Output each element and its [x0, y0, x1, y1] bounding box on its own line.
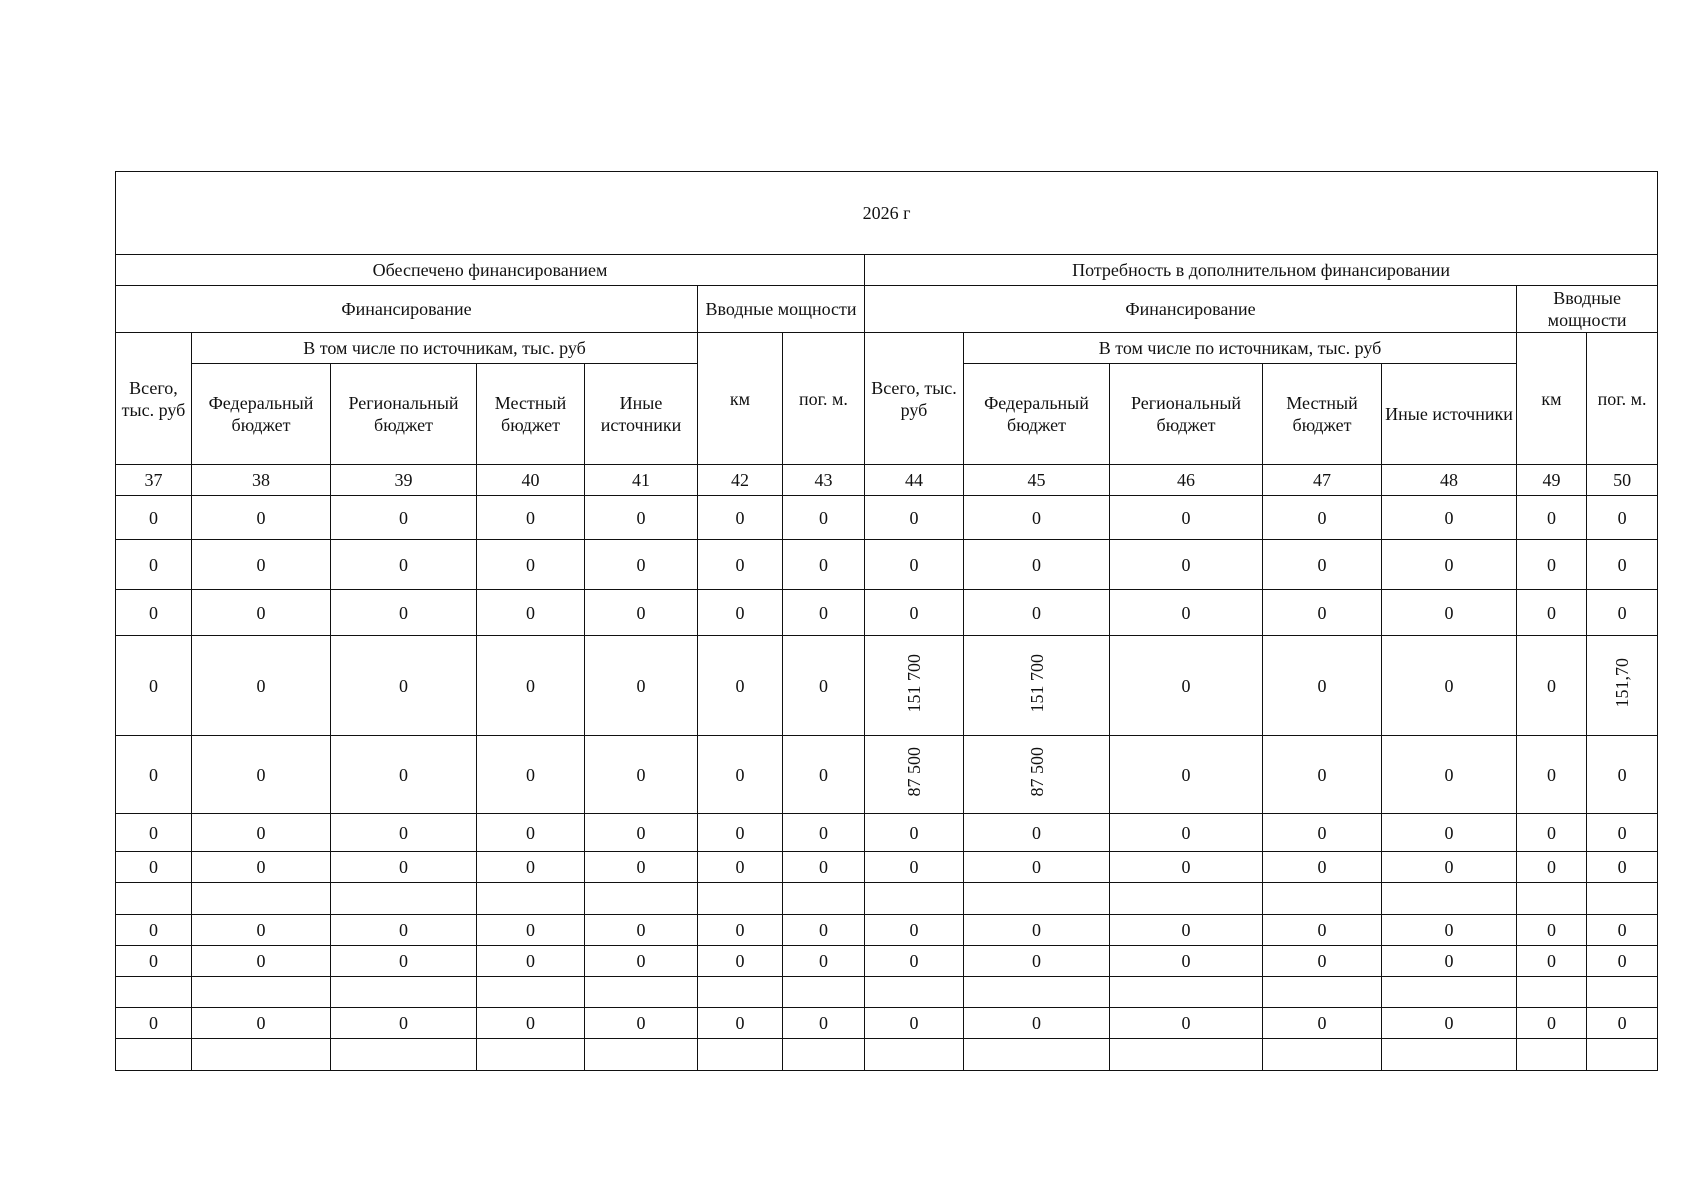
table-cell: 0 [331, 636, 477, 736]
left-local-header: Местный бюджет [477, 364, 585, 465]
table-cell [783, 1039, 865, 1071]
table-cell: 0 [116, 852, 192, 883]
table-cell: 0 [1263, 852, 1382, 883]
table-cell [192, 883, 331, 915]
vertical-value: 151 700 [904, 653, 924, 713]
table-cell [698, 977, 783, 1008]
table-cell: 0 [1110, 540, 1263, 590]
column-number-cell: 42 [698, 465, 783, 496]
vertical-value: 151 700 [1026, 653, 1047, 713]
right-other-header: Иные источники [1382, 364, 1517, 465]
table-cell: 0 [1382, 736, 1517, 814]
table-cell [585, 1039, 698, 1071]
left-sources-header: В том числе по источникам, тыс. руб [192, 333, 698, 364]
column-number-row [116, 465, 1658, 496]
column-number-cell: 47 [1263, 465, 1382, 496]
table-cell [865, 977, 964, 1008]
table-cell [698, 883, 783, 915]
table-cell [865, 736, 964, 814]
table-cell: 0 [698, 852, 783, 883]
table-cell [865, 1039, 964, 1071]
table-cell: 0 [477, 636, 585, 736]
table-cell: 0 [783, 1008, 865, 1039]
right-total-header: Всего, тыс. руб [865, 333, 964, 465]
table-cell: 0 [192, 636, 331, 736]
table-cell: 0 [1587, 915, 1658, 946]
table-cell: 0 [1382, 852, 1517, 883]
table-cell [192, 1039, 331, 1071]
table-cell: 0 [964, 946, 1110, 977]
table-row [116, 852, 1658, 883]
table-cell: 0 [1517, 496, 1587, 540]
table-cell: 0 [116, 915, 192, 946]
table-cell: 0 [477, 496, 585, 540]
left-other-header: Иные источники [585, 364, 698, 465]
table-cell: 0 [865, 590, 964, 636]
table-cell [865, 636, 964, 736]
table-cell: 0 [783, 636, 865, 736]
table-cell [116, 883, 192, 915]
table-cell [1587, 883, 1658, 915]
table-cell [964, 1039, 1110, 1071]
financing-table [115, 171, 1658, 1071]
table-cell: 0 [1587, 814, 1658, 852]
table-cell: 0 [1263, 1008, 1382, 1039]
table-cell: 0 [783, 814, 865, 852]
table-cell: 0 [1517, 946, 1587, 977]
additional-need-group-header: Потребность в дополнительном финансировании [865, 255, 1658, 286]
table-cell: 0 [1110, 1008, 1263, 1039]
table-row [116, 1039, 1658, 1071]
table-cell: 0 [116, 736, 192, 814]
table-cell: 0 [783, 946, 865, 977]
table-cell: 0 [331, 496, 477, 540]
table-cell [192, 977, 331, 1008]
table-cell: 0 [1382, 590, 1517, 636]
table-cell: 0 [331, 1008, 477, 1039]
table-cell [477, 977, 585, 1008]
left-financing-header: Финансирование [116, 286, 698, 333]
table-cell [477, 883, 585, 915]
table-cell: 0 [116, 540, 192, 590]
table-cell [964, 883, 1110, 915]
table-cell: 0 [1517, 540, 1587, 590]
table-cell: 0 [1110, 496, 1263, 540]
table-cell: 0 [1587, 946, 1658, 977]
table-cell [331, 977, 477, 1008]
table-cell [1382, 1039, 1517, 1071]
table-cell: 0 [698, 540, 783, 590]
table-row [116, 977, 1658, 1008]
table-cell: 0 [331, 915, 477, 946]
table-cell: 0 [1110, 946, 1263, 977]
table-cell [331, 883, 477, 915]
table-cell: 0 [331, 590, 477, 636]
table-cell [783, 977, 865, 1008]
table-cell: 0 [1263, 496, 1382, 540]
table-row [116, 883, 1658, 915]
table-cell: 0 [477, 852, 585, 883]
table-cell: 0 [192, 736, 331, 814]
table-cell: 0 [1263, 636, 1382, 736]
table-cell: 0 [1263, 540, 1382, 590]
table-cell: 0 [964, 852, 1110, 883]
table-cell: 0 [1517, 736, 1587, 814]
table-cell: 0 [331, 946, 477, 977]
table-cell: 0 [585, 946, 698, 977]
column-number-cell: 40 [477, 465, 585, 496]
column-number-cell: 43 [783, 465, 865, 496]
table-cell: 0 [1382, 540, 1517, 590]
table-cell: 0 [192, 1008, 331, 1039]
table-cell: 0 [865, 496, 964, 540]
table-cell: 0 [1263, 814, 1382, 852]
table-cell: 0 [1263, 946, 1382, 977]
table-cell: 0 [698, 814, 783, 852]
column-number-cell: 38 [192, 465, 331, 496]
table-cell: 0 [192, 852, 331, 883]
table-cell [1587, 977, 1658, 1008]
right-local-header: Местный бюджет [1263, 364, 1382, 465]
table-row [116, 814, 1658, 852]
table-row [116, 736, 1658, 814]
table-cell: 0 [116, 496, 192, 540]
table-cell: 0 [477, 590, 585, 636]
table-cell: 0 [477, 915, 585, 946]
table-cell: 0 [477, 540, 585, 590]
table-cell: 0 [1517, 814, 1587, 852]
table-cell: 0 [192, 590, 331, 636]
right-sources-header: В том числе по источникам, тыс. руб [964, 333, 1517, 364]
table-cell: 0 [964, 1008, 1110, 1039]
table-cell: 0 [964, 814, 1110, 852]
table-cell: 0 [865, 852, 964, 883]
table-cell: 0 [1110, 590, 1263, 636]
table-cell: 0 [585, 496, 698, 540]
left-federal-header: Федеральный бюджет [192, 364, 331, 465]
table-cell: 0 [1382, 915, 1517, 946]
column-number-cell: 46 [1110, 465, 1263, 496]
table-cell [964, 977, 1110, 1008]
right-pog-header: пог. м. [1587, 333, 1658, 465]
column-number-cell: 37 [116, 465, 192, 496]
table-cell [116, 977, 192, 1008]
table-cell: 0 [1382, 1008, 1517, 1039]
table-cell: 0 [585, 636, 698, 736]
table-cell: 0 [1110, 736, 1263, 814]
column-number-cell: 50 [1587, 465, 1658, 496]
table-cell [1517, 977, 1587, 1008]
table-cell: 0 [1517, 636, 1587, 736]
left-capacity-header: Вводные мощности [698, 286, 865, 333]
right-federal-header: Федеральный бюджет [964, 364, 1110, 465]
table-cell: 0 [1517, 590, 1587, 636]
table-cell: 0 [116, 1008, 192, 1039]
table-cell: 0 [783, 852, 865, 883]
table-cell: 0 [783, 736, 865, 814]
table-cell: 0 [585, 1008, 698, 1039]
table-row [116, 946, 1658, 977]
table-cell: 0 [116, 636, 192, 736]
table-cell: 0 [192, 946, 331, 977]
table-cell: 0 [865, 946, 964, 977]
table-cell: 0 [331, 540, 477, 590]
table-cell: 0 [116, 590, 192, 636]
table-cell: 0 [1263, 590, 1382, 636]
table-cell: 0 [698, 1008, 783, 1039]
table-cell [477, 1039, 585, 1071]
table-cell: 0 [1382, 636, 1517, 736]
table-cell: 0 [1110, 636, 1263, 736]
table-cell: 0 [698, 590, 783, 636]
table-cell: 0 [477, 736, 585, 814]
table-row [116, 1008, 1658, 1039]
table-cell: 0 [331, 852, 477, 883]
table-cell [585, 883, 698, 915]
table-cell: 0 [331, 736, 477, 814]
table-cell: 0 [1382, 814, 1517, 852]
table-cell: 0 [964, 496, 1110, 540]
table-cell: 0 [585, 736, 698, 814]
table-row [116, 636, 1658, 736]
table-cell: 0 [585, 590, 698, 636]
table-cell: 0 [783, 540, 865, 590]
table-cell: 0 [865, 540, 964, 590]
table-cell [1517, 1039, 1587, 1071]
table-cell [698, 1039, 783, 1071]
table-cell [1382, 977, 1517, 1008]
table-cell: 0 [1517, 1008, 1587, 1039]
column-number-cell: 44 [865, 465, 964, 496]
table-cell [1110, 977, 1263, 1008]
funded-group-header: Обеспечено финансированием [116, 255, 865, 286]
table-cell [964, 636, 1110, 736]
table-cell: 0 [585, 915, 698, 946]
right-capacity-header: Вводные мощности [1517, 286, 1658, 333]
column-number-cell: 41 [585, 465, 698, 496]
table-cell: 0 [1587, 852, 1658, 883]
table-row [116, 590, 1658, 636]
table-cell: 0 [964, 540, 1110, 590]
table-cell [1110, 883, 1263, 915]
table-cell [1587, 1039, 1658, 1071]
table-cell: 0 [698, 496, 783, 540]
right-financing-header: Финансирование [865, 286, 1517, 333]
left-total-header: Всего, тыс. руб [116, 333, 192, 465]
table-cell: 0 [1587, 496, 1658, 540]
table-cell: 0 [1110, 814, 1263, 852]
table-cell: 0 [698, 736, 783, 814]
table-cell: 0 [192, 540, 331, 590]
table-cell: 0 [585, 852, 698, 883]
table-cell [1587, 636, 1658, 736]
year-header: 2026 г [116, 172, 1658, 255]
column-number-cell: 39 [331, 465, 477, 496]
column-number-cell: 49 [1517, 465, 1587, 496]
table-cell: 0 [964, 915, 1110, 946]
table-cell [1263, 883, 1382, 915]
table-cell: 0 [116, 814, 192, 852]
left-km-header: км [698, 333, 783, 465]
left-regional-header: Региональный бюджет [331, 364, 477, 465]
table-cell [1517, 883, 1587, 915]
table-cell: 0 [1110, 852, 1263, 883]
table-cell [964, 736, 1110, 814]
table-cell [1382, 883, 1517, 915]
table-cell: 0 [1517, 915, 1587, 946]
vertical-value: 151,70 [1612, 658, 1633, 708]
table-cell [1110, 1039, 1263, 1071]
table-cell [865, 883, 964, 915]
table-cell: 0 [865, 1008, 964, 1039]
table-cell: 0 [192, 915, 331, 946]
table-cell [331, 1039, 477, 1071]
table-cell: 0 [783, 496, 865, 540]
table-cell: 0 [192, 814, 331, 852]
table-cell: 0 [698, 915, 783, 946]
table-cell: 0 [783, 915, 865, 946]
table-cell: 0 [1517, 852, 1587, 883]
table-cell: 0 [477, 946, 585, 977]
right-regional-header: Региональный бюджет [1110, 364, 1263, 465]
table-row [116, 915, 1658, 946]
table-cell: 0 [1382, 946, 1517, 977]
right-km-header: км [1517, 333, 1587, 465]
table-cell: 0 [585, 540, 698, 590]
table-cell: 0 [1587, 736, 1658, 814]
column-number-cell: 48 [1382, 465, 1517, 496]
table-cell [783, 883, 865, 915]
table-cell: 0 [783, 590, 865, 636]
table-cell: 0 [585, 814, 698, 852]
table-cell: 0 [698, 636, 783, 736]
table-row [116, 496, 1658, 540]
table-cell [1263, 977, 1382, 1008]
vertical-value: 87 500 [1026, 747, 1047, 797]
table-cell [585, 977, 698, 1008]
table-cell: 0 [1587, 540, 1658, 590]
table-cell: 0 [1587, 1008, 1658, 1039]
left-pog-header: пог. м. [783, 333, 865, 465]
table-cell: 0 [477, 1008, 585, 1039]
table-row [116, 540, 1658, 590]
table-cell [116, 1039, 192, 1071]
table-cell: 0 [331, 814, 477, 852]
table-cell: 0 [192, 496, 331, 540]
table-cell: 0 [1110, 915, 1263, 946]
table-cell: 0 [477, 814, 585, 852]
table-cell: 0 [1263, 736, 1382, 814]
table-cell: 0 [964, 590, 1110, 636]
table-cell: 0 [116, 946, 192, 977]
column-number-cell: 45 [964, 465, 1110, 496]
table-cell: 0 [865, 814, 964, 852]
table-cell: 0 [865, 915, 964, 946]
table-cell: 0 [698, 946, 783, 977]
vertical-value: 87 500 [904, 747, 924, 797]
table-cell [1263, 1039, 1382, 1071]
table-cell: 0 [1382, 496, 1517, 540]
table-cell: 0 [1587, 590, 1658, 636]
table-cell: 0 [1263, 915, 1382, 946]
